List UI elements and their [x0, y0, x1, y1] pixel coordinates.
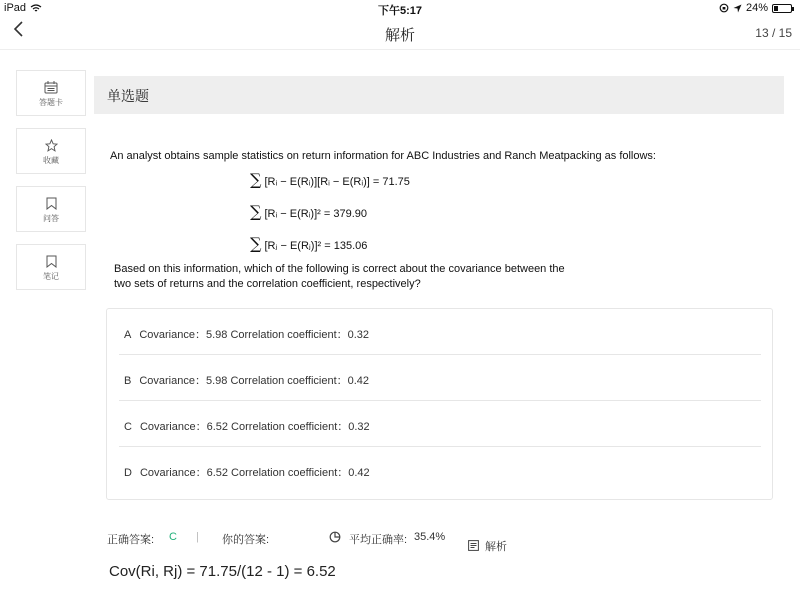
avg-accuracy-value: 35.4%: [414, 531, 446, 543]
option-letter: D: [124, 467, 132, 479]
qa-button[interactable]: [16, 186, 86, 232]
bookmark-icon: [46, 197, 57, 210]
option-c[interactable]: [119, 401, 761, 447]
formula-3: [250, 234, 367, 253]
formula-1: [250, 170, 410, 189]
explanation-button[interactable]: [468, 538, 507, 554]
formula-expr: [Rᵢ − E(Rᵢ)]² = 379.90: [264, 208, 367, 220]
option-text: [124, 372, 369, 388]
question-type-bar: [94, 76, 784, 114]
orientation-lock-icon: [719, 3, 729, 13]
favorite-button[interactable]: [16, 128, 86, 174]
option-label: Covariance：6.52 Correlation coefficient：0.32: [139, 421, 370, 433]
explanation-label: 解析: [485, 541, 507, 553]
star-icon: [45, 139, 58, 152]
status-bar: [0, 0, 800, 16]
nav-bar: [0, 16, 800, 50]
option-d[interactable]: [119, 447, 761, 493]
formula-2: [250, 202, 367, 221]
avg-accuracy-label: 平均正确率:: [349, 534, 408, 546]
option-text: [124, 418, 370, 434]
page-title: 解析: [384, 27, 415, 44]
option-label: Covariance：5.98 Correlation coefficient：0.32: [139, 329, 370, 341]
option-label: Covariance：6.52 Correlation coefficient：0.42: [139, 467, 370, 479]
sidebar-label-notes: 笔记: [43, 272, 59, 281]
option-letter: A: [124, 329, 132, 341]
formula-expr: [Rⱼ − E(Rⱼ)]² = 135.06: [264, 240, 368, 252]
battery-fill: [774, 6, 778, 11]
sigma-symbol: ∑: [250, 202, 262, 221]
question-prompt: Based on this information, which of the following is correct about the covariance between the two sets of returns and the correlation coefficient, respectively?: [114, 263, 565, 290]
question-counter: 13 / 15: [755, 26, 792, 40]
question-type: 单选题: [107, 88, 149, 104]
bookmark-icon: [46, 255, 57, 268]
status-time: 下午5:17: [377, 5, 423, 17]
options-panel: [106, 308, 773, 500]
notes-button[interactable]: [16, 244, 86, 290]
calendar-icon: [44, 81, 58, 94]
option-letter: B: [124, 375, 132, 387]
sidebar-label-qa: 问答: [43, 214, 59, 223]
document-icon: [468, 540, 479, 551]
sidebar-label-answer-card: 答题卡: [39, 98, 63, 107]
formula-expr: [Rᵢ − E(Rᵢ)][Rᵢ − E(Rᵢ)] = 71.75: [264, 176, 410, 188]
option-letter: C: [124, 421, 132, 433]
option-a[interactable]: [119, 309, 761, 355]
answer-card-button[interactable]: [16, 70, 86, 116]
location-icon: [733, 4, 742, 13]
option-label: Covariance：5.98 Correlation coefficient：0.42: [139, 375, 370, 387]
option-b[interactable]: [119, 355, 761, 401]
your-answer-label: 你的答案:: [222, 534, 270, 546]
battery-percent: 24%: [745, 2, 768, 14]
pie-chart-icon: [329, 531, 341, 546]
device-name: iPad: [4, 2, 27, 14]
status-right: [719, 2, 792, 14]
answer-summary: [107, 531, 667, 551]
question-intro: An analyst obtains sample statistics on return information for ABC Industries and Ranch Meatpacking as follows:: [110, 150, 656, 162]
correct-answer-label: 正确答案:: [107, 534, 155, 546]
correct-answer-value: C: [169, 531, 177, 543]
sidebar-label-favorite: 收藏: [43, 156, 59, 165]
option-text: [124, 326, 369, 342]
battery-icon: [772, 4, 792, 13]
option-text: [124, 464, 370, 480]
sigma-symbol: ∑: [250, 170, 262, 189]
explanation-text: Cov(Ri, Rj) = 71.75/(12 - 1) = 6.52: [109, 563, 336, 580]
separator: |: [196, 531, 199, 543]
sigma-symbol: ∑: [250, 234, 262, 253]
